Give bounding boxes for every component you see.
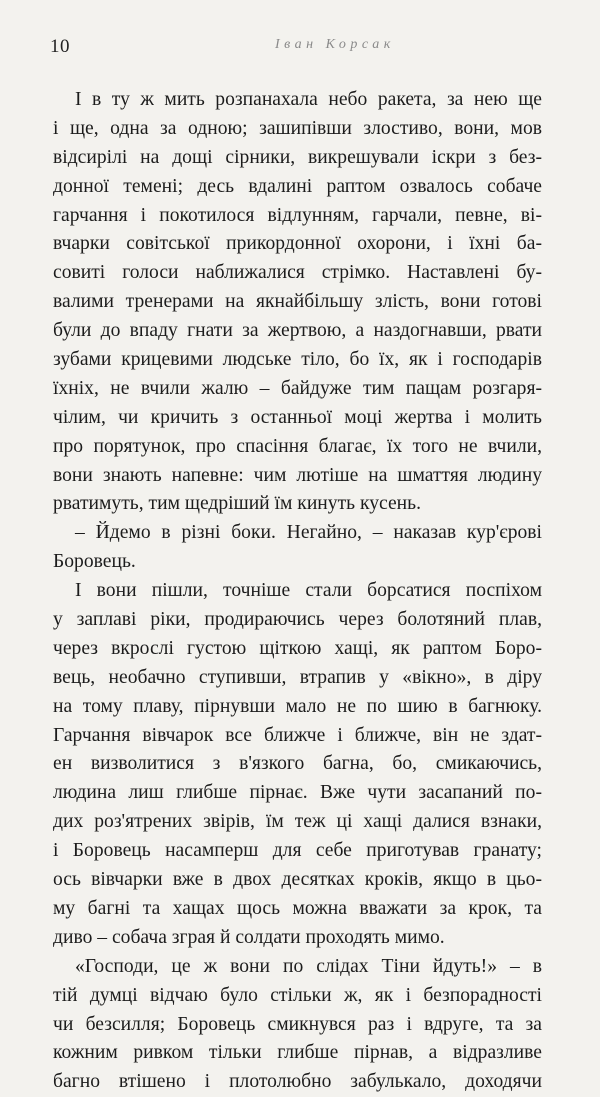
- text-line: ен визволитися з в'язкого багна, бо, смикаючись,: [53, 753, 542, 775]
- text-line: І в ту ж мить розпанахала небо ракета, за нею ще: [75, 89, 542, 110]
- text-line: вчарки совітської прикордонної охорони, і їхні ба-: [53, 233, 542, 255]
- text-line: людина лиш глибше пірнає. Вже чути засапаний по-: [53, 782, 542, 804]
- text-line: диво – собача зграя й солдати проходять мимо.: [53, 926, 445, 948]
- text-line: валими тренерами на якнайбільшу злість, вони готові: [53, 291, 542, 313]
- text-line: зубами крицевими людське тіло, бо їх, як і господарів: [53, 349, 542, 371]
- text-line: тій думці відчаю було стільки ж, як і безпорадності: [53, 984, 542, 1006]
- text-line: вець, необачно ступивши, втрапив у «вікно», в діру: [53, 666, 542, 688]
- text-line: багно втішено і плотолюбно забулькало, доходячи: [53, 1071, 542, 1093]
- text-line: відсирілі на дощі сірники, викрешували іскри з без-: [53, 146, 542, 168]
- text-line: були до впаду гнати за жертвою, а наздогнавши, рвати: [53, 320, 542, 342]
- text-line: донної темені; десь вдалині раптом озвалось собаче: [53, 175, 542, 197]
- text-line: «Господи, це ж вони по слідах Тіни йдуть!» – в: [75, 955, 542, 977]
- text-line: І вони пішли, точніше стали борсатися поспіхом: [75, 580, 542, 602]
- text-line: через вкрослі густою щіткою хащі, як раптом Боро-: [53, 637, 542, 659]
- body-text: [53, 86, 542, 1097]
- text-line: про порятунок, про спасіння благає, їх того не вчили,: [53, 435, 542, 457]
- page-number: 10: [50, 36, 70, 57]
- text-line: і ще, одна за одною; зашипівши злостиво, вони, мов: [53, 117, 542, 139]
- text-line: у заплаві ріки, продираючись через болотяний плав,: [53, 609, 542, 631]
- text-line: – Йдемо в різні боки. Негайно, – наказав кур'єрові: [75, 522, 542, 544]
- text-line: кожним ривком тільки глибше пірнав, а відразливе: [53, 1042, 542, 1064]
- author-name: Іван Корсак: [275, 37, 395, 52]
- text-line: гарчання і покотилося відлунням, гарчали, певне, ві-: [53, 204, 542, 226]
- text-line: чілим, чи кричить з останньої моці жертва і молить: [53, 406, 542, 428]
- running-head: [50, 36, 540, 60]
- text-line: їхніх, не вчили жалю – байдуже тим пащам розгаря-: [53, 377, 542, 399]
- text-line: вони знають напевне: чим лютіше на шматтяя людину: [53, 464, 542, 486]
- text-line: совиті голоси наближалися стрімко. Наставлені бу-: [53, 262, 542, 284]
- text-line: дих роз'ятрених звірів, їм теж ці хащі далися взнаки,: [53, 811, 542, 833]
- text-line: рватимуть, тим щедріший їм кинуть кусень.: [53, 493, 421, 515]
- text-line: на тому плаву, пірнувши мало не по шию в багнюку.: [53, 695, 542, 717]
- text-line: Гарчання вівчарок все ближче і ближче, він не здат-: [53, 724, 542, 746]
- text-line: Боровець.: [53, 551, 136, 573]
- text-line: му багні та хащах щось можна вважати за крок, та: [53, 897, 542, 919]
- text-line: ось вівчарки вже в двох десятках кроків, якщо в цьо-: [53, 869, 542, 891]
- text-line: чи безсилля; Боровець смикнувся раз і вдруге, та за: [53, 1013, 542, 1035]
- text-line: і Боровець насамперш для себе приготував гранату;: [53, 840, 542, 862]
